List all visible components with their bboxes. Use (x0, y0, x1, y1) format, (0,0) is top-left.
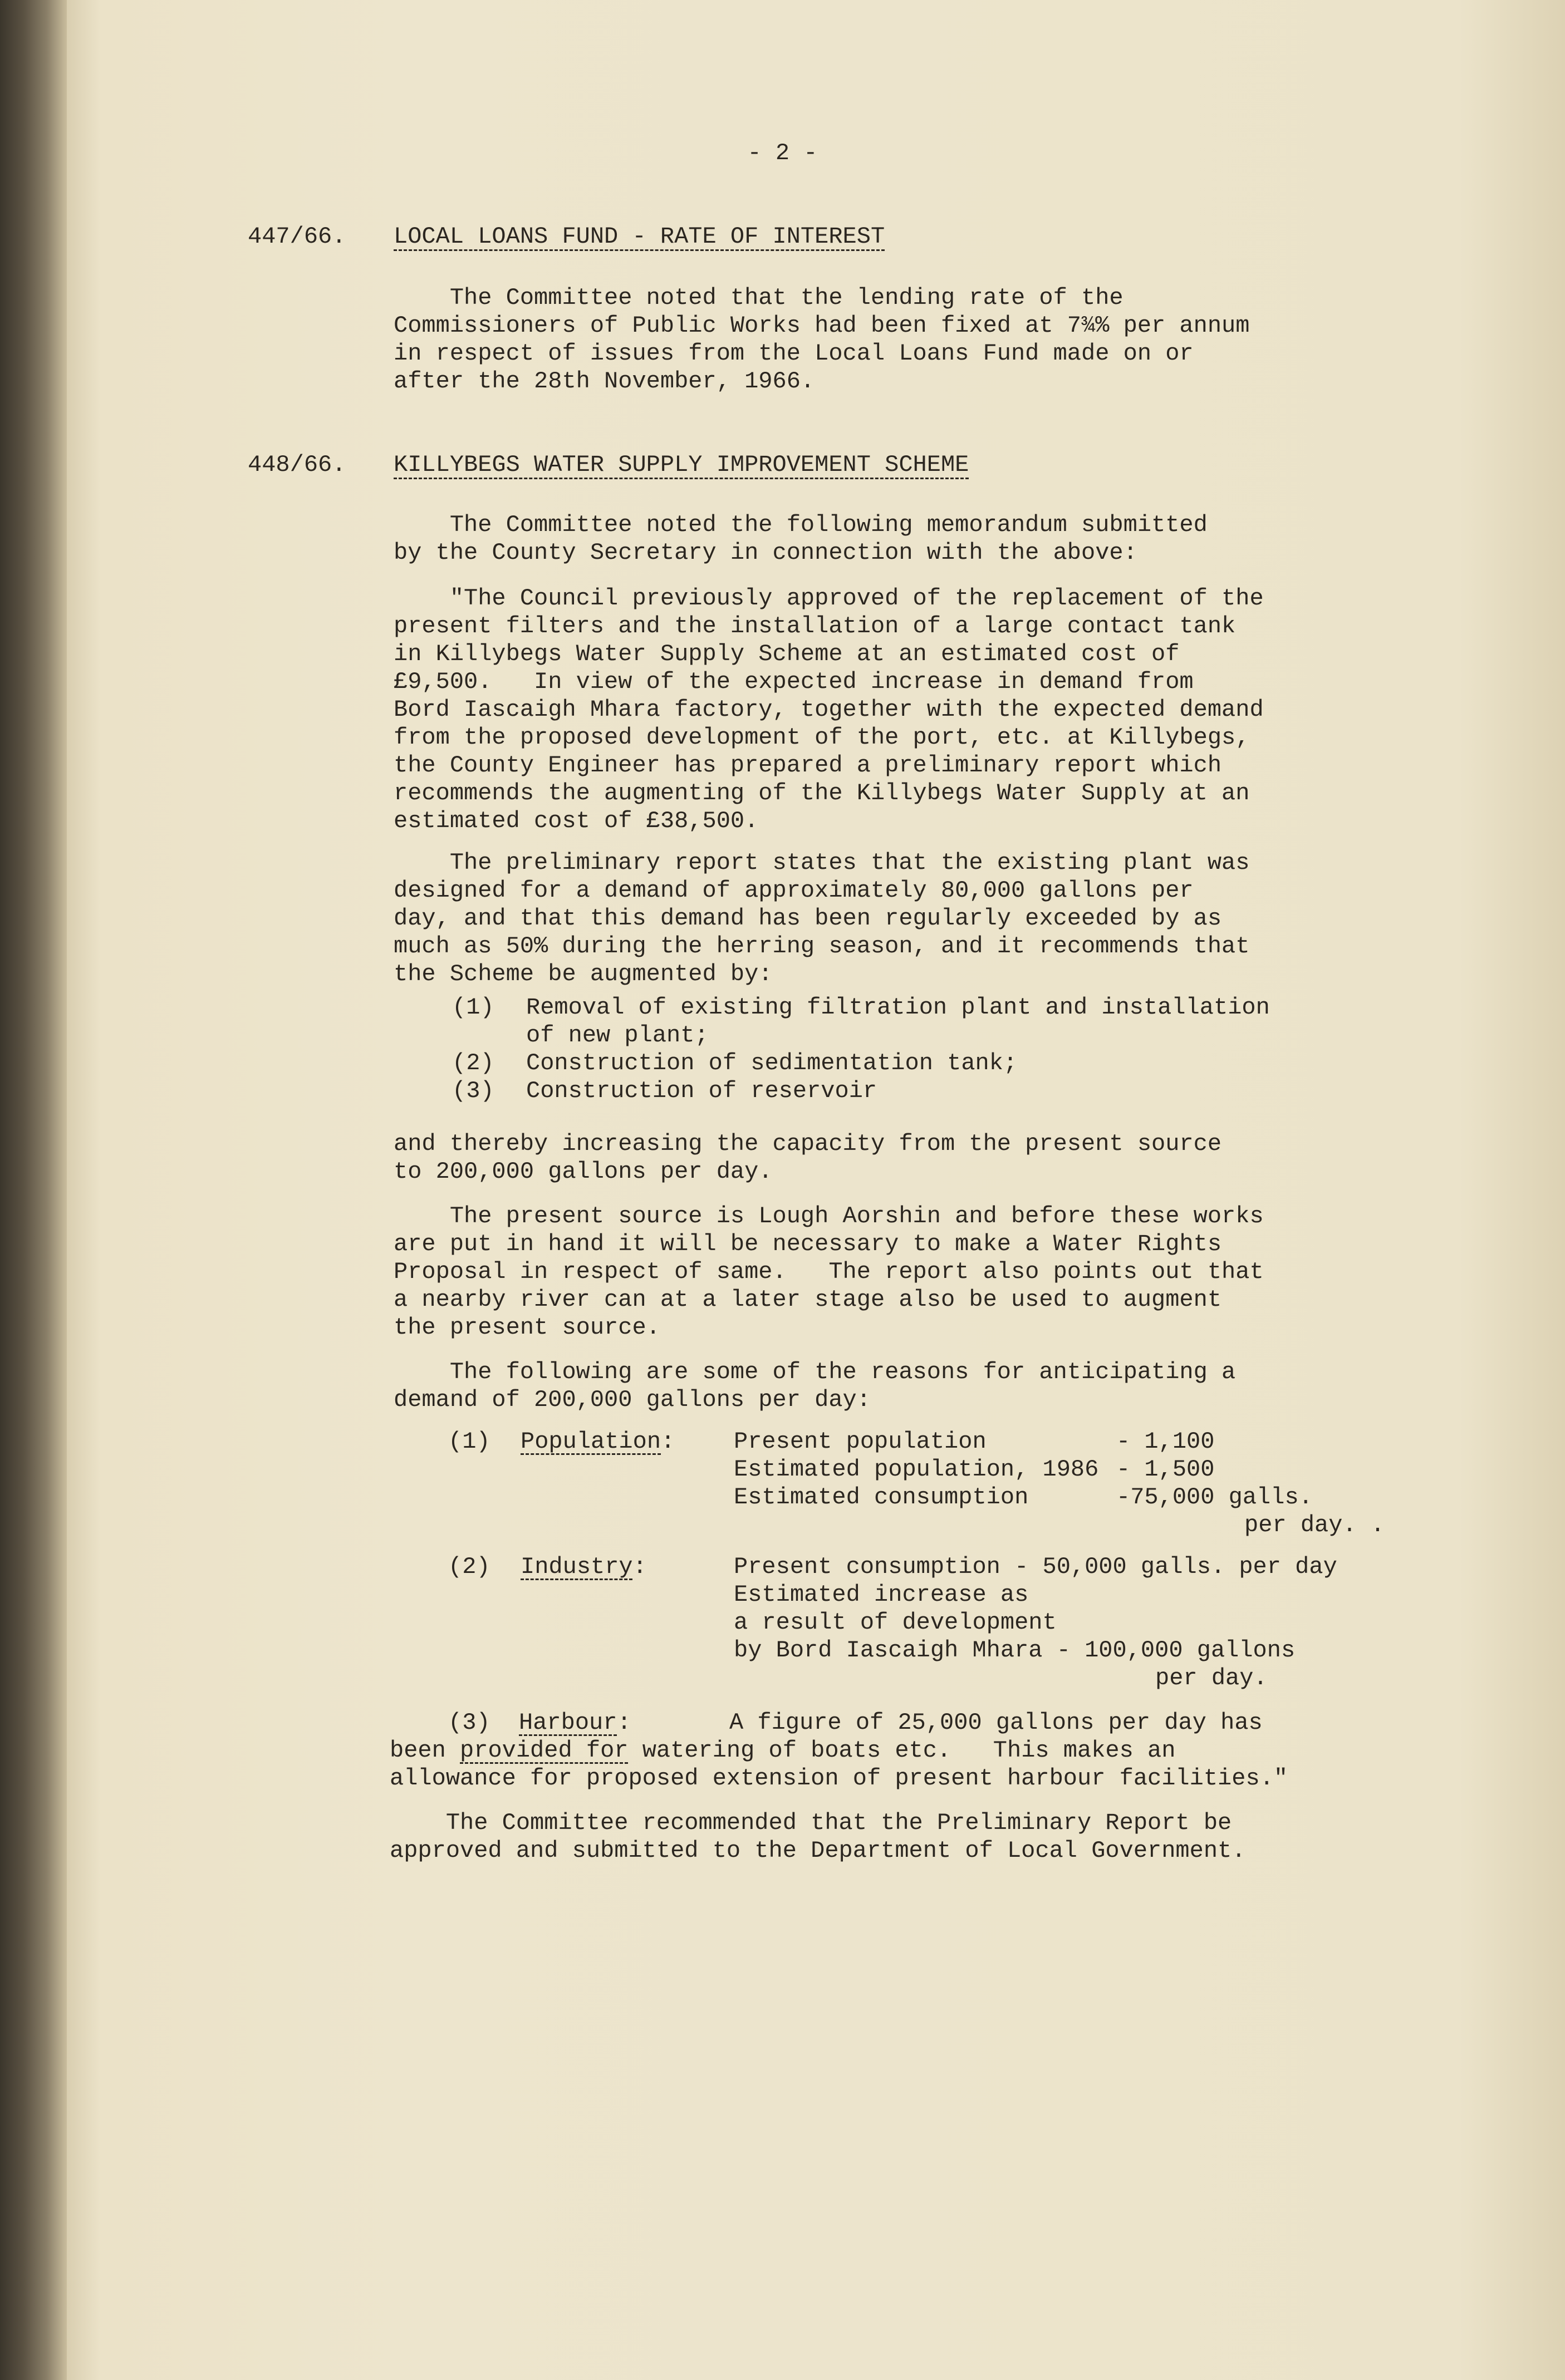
population-row-label: Estimated consumption (734, 1484, 1029, 1511)
memo-paragraph-1: "The Council previously approved of the replacement of the present filters and the installation of a large contact tank in Killybegs Water Supply Scheme at an estimated cost of £9,500. In view of the expected increase in demand from Bord Iascaigh Mhara factory, together with the expected demand from the proposed development of the port, etc. at Killybegs, the County Engineer has prepared a preliminary report which recommends the augmenting of the Killybegs Water Supply at an estimated cost of £38,500. (394, 585, 1264, 834)
page-number: - 2 - (747, 140, 818, 166)
population-row-value: - 1,500 (1116, 1456, 1215, 1483)
recommendation-paragraph: The Committee recommended that the Preliminary Report be approved and submitted to the Department of Local Government. (390, 1809, 1246, 1864)
reason-number: (3) (448, 1709, 490, 1736)
book-binding (0, 0, 67, 2380)
reason-label-industry: Industry: (521, 1553, 647, 1580)
memo-paragraph-3: and thereby increasing the capacity from the present source to 200,000 gallons per day. (394, 1130, 1222, 1185)
harbour-text-line-2: been provided for watering of boats etc. This makes an (390, 1737, 1176, 1764)
minute-number-447: 447/66. (248, 223, 346, 250)
population-value-continuation: per day. . (1244, 1512, 1385, 1538)
paragraph-intro: The Committee noted the following memorandum submitted by the County Secretary in connection with the above: (394, 512, 1208, 566)
harbour-text: A figure of 25,000 gallons per day has (729, 1709, 1263, 1736)
works-item-number: (2) (452, 1050, 494, 1076)
reason-number: (2) (448, 1553, 490, 1580)
memo-paragraph-4: The present source is Lough Aorshin and before these works are put in hand it will be necessary to make a Water Rights Proposal in respect of same. The report also points out that a nearby river can at a later stage also be used to augment the present source. (394, 1203, 1264, 1341)
industry-details: Present consumption - 50,000 galls. per day Estimated increase as a result of development by Bord Iascaigh Mhara - 100,000 gallons (734, 1553, 1337, 1664)
works-item: Removal of existing filtration plant and installation of new plant; (526, 994, 1270, 1049)
paragraph-loans-fund: The Committee noted that the lending rate of the Commissioners of Public Works had been fixed at 7¾% per annum in respect of issues from the Local Loans Fund made on or after the 28th November, 1966. (394, 284, 1250, 395)
reason-label-population: Population: (521, 1428, 675, 1455)
memo-paragraph-2: The preliminary report states that the existing plant was designed for a demand of approximately 80,000 gallons per day, and that this demand has been regularly exceeded by as much as 50% during the herring season, and it recommends that the Scheme be augmented by: (394, 849, 1250, 987)
population-row-label: Present population (734, 1428, 987, 1455)
works-item-number: (3) (452, 1078, 494, 1104)
population-row-value: -75,000 galls. (1116, 1484, 1313, 1511)
harbour-text-line-3: allowance for proposed extension of present harbour facilities." (390, 1765, 1288, 1792)
memo-paragraph-5: The following are some of the reasons for anticipating a demand of 200,000 gallons per day: (394, 1359, 1236, 1413)
population-row-label: Estimated population, 1986 (734, 1456, 1099, 1483)
works-item: Construction of reservoir (526, 1078, 877, 1104)
minute-heading-448: KILLYBEGS WATER SUPPLY IMPROVEMENT SCHEME (394, 451, 969, 478)
minute-heading-447: LOCAL LOANS FUND - RATE OF INTEREST (394, 223, 885, 250)
reason-label-harbour: Harbour: (519, 1709, 631, 1736)
population-row-value: - 1,100 (1116, 1428, 1215, 1455)
industry-continuation: per day. (1155, 1665, 1268, 1691)
minute-number-448: 448/66. (248, 451, 346, 478)
reason-number: (1) (448, 1428, 490, 1455)
works-item: Construction of sedimentation tank; (526, 1050, 1018, 1076)
works-item-number: (1) (452, 994, 494, 1021)
